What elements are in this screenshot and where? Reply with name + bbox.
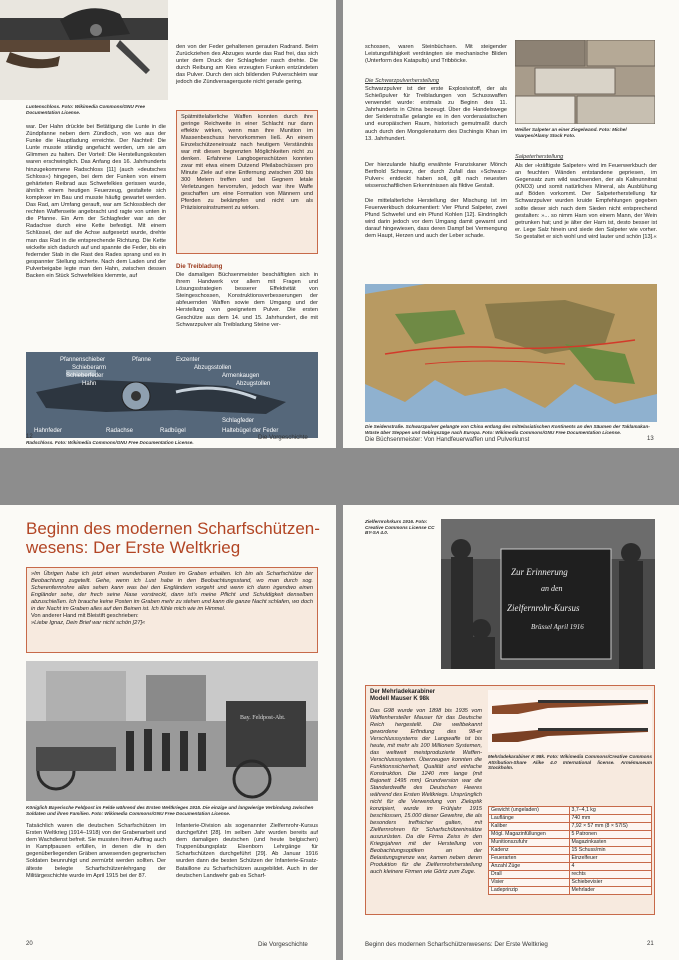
diagram-label: Armenkaugen bbox=[222, 373, 260, 379]
p13-column-1a-text: schossen, waren Steinbüchsen. Mit steigender Leistungsfähigkeit verdrängten sie mechanische Bliden (Unterform des Katapults) und Tribböcke. bbox=[365, 44, 507, 65]
sign-line-4: Brüssel April 1916 bbox=[531, 623, 584, 631]
running-head-p20: Die Vorgeschichte bbox=[258, 941, 308, 948]
salpeter-photo bbox=[515, 40, 655, 124]
diagram-label: Schieberarm bbox=[72, 365, 107, 371]
diagram-label: Abzugsstollen bbox=[194, 365, 232, 371]
running-head-p21: Beginn des modernen Scharfschützenwesens: Der Erste Weltkrieg bbox=[365, 941, 548, 948]
silk-road-map bbox=[365, 284, 657, 422]
spec-value: 3,7–4,1 kg bbox=[569, 807, 651, 815]
diagram-label: Abzugstollen bbox=[236, 381, 271, 387]
chapter-title-line-2: wesens: Der Erste Weltkrieg bbox=[26, 538, 241, 557]
spec-value: Schiebevisier bbox=[569, 879, 651, 887]
spec-value: 7,92 × 57 mm (8 × 57IS) bbox=[569, 823, 651, 831]
caption-zielfernrohrkurs: Zielfernrohrkurs 1916. Foto: Creative Commons License CC BY-SA 4.0. bbox=[365, 519, 435, 536]
quote-text: »Im Übrigen habe ich jetzt einen wunderbaren Posten im Graben erhalten. Ich bin als Scharfschütze der Beobachtung zugeteilt. Gehe, wenn ich Lust habe in den Beobachtungsstand, wo man durch sog. Scherenfernrohre alles sehen kann was bei den Engländern vorgeht und wenn ich dann irgendwo einen Engländer sehe, der frech seine Nase vorstreckt, dann ist's meine Pflicht und Schuldigkeit denselben abzuschießen. Ich brauche keine Posten im Graben mehr zu stehen und kann die ganze Nacht schlafen, wo doch in der Nacht im Graben alles auf den Beinen ist. Ich fühle mich wie im Himmel. bbox=[31, 571, 313, 612]
diagram-label: Schlagfeder bbox=[222, 418, 255, 424]
luntenschloss-photo bbox=[0, 0, 168, 100]
diagram-label: Hahnfeder bbox=[34, 428, 63, 434]
page-number-12: 12 bbox=[26, 434, 33, 440]
spec-value: Mehrlader bbox=[569, 887, 651, 895]
mauser-box-title-1: Der Mehrladekarabiner bbox=[370, 689, 436, 695]
p13-column-1c-text: Der hierzulande häufig erwähnte Franziskaner Mönch Berthold Schwarz, der durch Zufall das »Schwarz-Pulver« entdeckt haben soll, gilt nach neuesten wissenschaftlichen Erkenntnissen als fiktive Gestalt. bbox=[365, 162, 507, 190]
p12-heading-treibladung: Die Treibladung bbox=[176, 263, 223, 270]
table-row bbox=[489, 879, 652, 887]
mauser-box-title-2: Modell Mauser K 98k bbox=[370, 696, 430, 702]
diagram-label: Radachse bbox=[106, 428, 134, 434]
page-number-20: 20 bbox=[26, 941, 33, 947]
p12-sidebar-text: Spätmittelalterliche Waffen konnten durch ihre geringe Reichweite in einer Schlacht nur dann effektiv wirken, wenn man ihre Munition im Massenbeschuss hervorkommen ließ. An einem Einzelschützeneinsatz nach heutigem Verständnis war mit diesen begrenzten Möglichkeiten nicht zu denken. Erfahrene Langbogenschützen konnten zwar mit etwa einem Dutzend Pfeilabschüssen pro Minute Ziele auf eine Entfernung zwischen 200 bis 300 Metern treffen und bei Gegnern letale Verletzungen hervorrufen, jedoch war ihre Waffe geschaffen um eine Formation von Männern und Pferden zu bekämpfen und nicht um als Präzisionsinstrument zu wirken. bbox=[181, 114, 313, 211]
spec-label: Visier bbox=[489, 879, 570, 887]
spec-label: Mögl. Magazinfüllungen bbox=[489, 831, 570, 839]
table-row bbox=[489, 847, 652, 855]
diagram-label: Exzenter bbox=[176, 357, 200, 363]
table-row bbox=[489, 831, 652, 839]
spec-label: Drall bbox=[489, 871, 570, 879]
diagram-label: Pfannenschieber bbox=[60, 357, 106, 363]
diagram-label: Hahn bbox=[82, 381, 97, 387]
caption-k98k: Mehrladekarabiner K 98k. Foto: Wikimedia Commons/Creative Commons Attribution-Share Alike 4.0 International license. Armémuseum Stockholm. bbox=[488, 754, 652, 771]
spec-value: 15 Schuss/min bbox=[569, 847, 651, 855]
p13-heading-schwarzpulver: Die Schwarzpulverherstellung bbox=[365, 78, 439, 84]
spec-value: 5 Patronen bbox=[569, 831, 651, 839]
diagram-label: Radbügel bbox=[160, 428, 186, 434]
sign-line-2: an den bbox=[541, 584, 563, 593]
quote-attribution-2: »Liebe Ignaz, Dein Brief war nicht schön [27]« bbox=[31, 620, 146, 626]
spec-value: Einzelfeuer bbox=[569, 855, 651, 863]
running-head-p13: Die Büchsenmeister: Von Handfeuerwaffen und Pulverkunst bbox=[365, 436, 530, 443]
spec-label: Gewicht (ungeladen) bbox=[489, 807, 570, 815]
spec-value: rechts bbox=[569, 871, 651, 879]
k98k-rifle-photo bbox=[488, 690, 652, 752]
table-row bbox=[489, 815, 652, 823]
spec-value: 4 bbox=[569, 863, 651, 871]
chapter-title-line-1: Beginn des modernen Scharfschützen- bbox=[26, 519, 320, 538]
quote-box bbox=[26, 567, 318, 653]
spec-value: Magazinkasten bbox=[569, 839, 651, 847]
table-row bbox=[489, 871, 652, 879]
p12-column-2b-text: Die damaligen Büchsenmeister beschäftigten sich in ihrem Handwerk vor allem mit Fragen und Lösungsstrategien besserer Effektivität von Steingeschossen, Konstruktionsverbesserungen der abfeuernden Waffen sowie dem Umgang und der Herstellung von geeignetem Pulver. Die ersten Geschütze aus dem 14. und 15. Jahrhundert, die mit Schwarzpulver als Treibladung Steine ver- bbox=[176, 272, 318, 328]
mauser-box-text: Das G98 wurde von 1898 bis 1935 vom Waffenhersteller Mauser für das Deutsche Reich hergestellt. Die weltbekannt gewordene Erfindung des 98-er Verschlusssystems der Langwaffe ist bis heute, mit mehr als 100 Millionen Systemen, das weltweit meistproduzierte Waffen-Verschlusssystem. Überzeugen konnten die Funktionssicherheit, Qualität und einfache Konstruktion. Die 1240 mm lange (mit Bajonett 1495 mm) Grundversion war die Standardwaffe des Deutschen Heeres während des Ersten Weltkriegs. Ursprünglich nicht für die Verwendung von Zieloptik konzipiert, wurde im Frühjahr 1915 beschlossen, 15.000 dieser Gewehre, die als besonders treffsicher galten, mit Zielfernrohren für Scharfschützeninsätze auszurüsten. Da die Firma Zeiss in den Kriegsjahren mit der Herstellung von Beobachtungsoptiken an der Belastungsgrenze war, kamen neben deren Produktion für die Zielfernrohrherstellung auch kleinere Firmen wie Görtz zum Zuge. bbox=[370, 708, 482, 875]
spec-label: Kaliber bbox=[489, 823, 570, 831]
diagram-label: Haltebügel der Feder bbox=[222, 428, 279, 434]
p13-column-1d-text: Die mittelalterliche Herstellung der Mischung ist im Feuerwerkbuch dokumentiert: Vier Pfund Salpeter, zwei Pfund Schwefel und ein Pfund Kohlen [12]. Eindringlich wird darin jedoch vor dem Umgang damit gewarnt und darauf hingewiesen, dass deren Dampf bei Vermengung dem Haupt, Herzen und auch der Leber schade. bbox=[365, 198, 507, 240]
page-number-13: 13 bbox=[647, 436, 654, 442]
table-row bbox=[489, 839, 652, 847]
feldpost-wagon-sign: Bay. Feldpost-Abt. bbox=[240, 715, 286, 721]
page-number-21: 21 bbox=[647, 941, 654, 947]
radschloss-diagram bbox=[26, 352, 318, 438]
running-head-p12: Die Vorgeschichte bbox=[258, 434, 308, 441]
zielfernrohrkurs-photo bbox=[441, 519, 655, 669]
p12-column-2-text: den von der Feder gehaltenen gerauten Radrand. Beim Zurückziehen des Abzuges wurde das Rad frei, das sich unter dem Druck der Schlagfeder rasch drehte. Die durch Reibung am Kies erzeugten Funken entzündeten das Pulver. Durch den sich bildenden Pulverschleim war jedoch die Zündversagerquote nicht gerade gering. bbox=[176, 44, 318, 86]
page-20 bbox=[0, 505, 336, 960]
caption-radschloss: Radschloss. Foto: Wikimedia Commons/GNU Free Documentation License. bbox=[26, 440, 194, 445]
quote-attribution: Von anderer Hand mit Bleistift geschrieben: bbox=[31, 613, 139, 619]
diagram-label: Schieberfeder bbox=[66, 373, 104, 379]
table-row bbox=[489, 823, 652, 831]
page-12 bbox=[0, 0, 336, 448]
spec-label: Munitionszufuhr bbox=[489, 839, 570, 847]
page-21 bbox=[343, 505, 679, 960]
table-row bbox=[489, 863, 652, 871]
sign-line-1: Zur Erinnerung bbox=[511, 567, 568, 577]
mauser-info-box bbox=[365, 685, 655, 915]
p12-sidebar-box bbox=[176, 110, 318, 254]
sign-line-3: Zielfernrohr-Kursus bbox=[507, 603, 580, 613]
caption-luntenschloss: Luntenschloss. Foto: Wikimedia Commons/GNU Free Documentation License. bbox=[26, 104, 145, 115]
spec-label: Anzahl Züge bbox=[489, 863, 570, 871]
p13-column-2-text: Als der »kräftigste Salpeter« wird im Feuerwerkbuch der an feuchten Wänden entstandene gepriesen, im Gegensatz zum wild wachsenden, der als Kalinunnitrat (KNO3) und somit natürliches Mineral, als Ausblühung auf Böden vorkommt. Der Salpeterherstellung für Schwarzpulver wurden kruide Empfehlungen gegeben sollte dieser sich nach dem Sieden nicht entsprechend gestalten: »... so nimm Harn von einem Mann, der Wein getrunken hat; und je älter der Harn ist, desto besser ist er. Lege Salz hinein und siede den Salpeter wie vorher. So gestaltet er sich wohl und wird lauter und schön [13].« bbox=[515, 163, 657, 240]
p12-column-1-text: war. Der Hahn drückte bei Betätigung die Lunte in die Zündpfanne neben dem Zündloch, von wo aus der Funke die Hauptladung erreichte. Der Nachteil: Die Lunte musste ständig angefacht werden, um sie am Glimmen zu halten. Der Vorteil: Die Herstellungskosten waren erschwinglich. Das Anfang des 16. Jahrhunderts hinzugekommene Radschloss [11] (auch »deutsches Schloss«) hingegen, bei dem der Funken von einem gehärteten Reibrad aus Schwefelkies gerissen wurde, ähnlich einem heutigen Feuerzeug, gestaltete sich komplexer im Bau und musste häufig gewartet werden. Das Rad, am Umfang gerauft, war am Schlossblech der rechten Waffenseite angebracht und ragte von unten in die Pfanne. Ein Arm der Schlagfeder war an der Radachse durch eine Kette befestigt. Mit einem Schlüssel, der auf die Achse aufgesetzt wurde, drehte man das Rad in die entsprechende Richtung. Die Kette wickelte sich dadurch auf und spannte die Feder, bis ein federnder Stab in die Rast des Rades sprang und es in gespannter Stellung sicherte. Nach dem Laden und der Pulverbeigabe legte man den Hahn, zwischen dessen Backen ein Stück Schwefelkies klemmte, auf bbox=[26, 124, 166, 279]
mauser-spec-table bbox=[488, 806, 652, 895]
p13-column-1b-text: Schwarzpulver ist der erste Explosivstoff, der als Schießpulver für Treibladungen von Schusswaffen verwendet wurde: erstmals zu Beginn des 11. Jahrhunderts in China bezeugt. Über die Handelswege der Seidenstraße gelangte es in den vorderasiatischen und europäischen Raum, historisch gemutmaßt durch auch durch den Mongolensturm des Dschingis Khan im 13. Jahrhundert. bbox=[365, 86, 507, 142]
diagram-label: Pfanne bbox=[132, 357, 152, 363]
spec-label: Kadenz bbox=[489, 847, 570, 855]
feldpost-photo bbox=[26, 661, 318, 801]
table-row bbox=[489, 855, 652, 863]
table-row bbox=[489, 807, 652, 815]
table-row bbox=[489, 887, 652, 895]
page-13 bbox=[343, 0, 679, 448]
spec-label: Ladeprinzip bbox=[489, 887, 570, 895]
caption-silk-road: Die Seidenstraße. Schwarzpulver gelangte von China entlang des mittelasiatischen Kontinents an den Säumen der Taklamakan-Wüste über Steppen und Gebirgszüge nach Europa. Foto: Wikimedia Commons/GNU Free Documentation License. bbox=[365, 424, 650, 435]
caption-feldpost: Königlich Bayerische Feldpost im Felde während des Ersten Weltkrieges 1915. Die einzige und langwierige Verbindung zwischen Soldaten und ihren Familien. Foto: Wikimedia Commons/GNU Free Documentation License. bbox=[26, 805, 314, 816]
spec-value: 740 mm bbox=[569, 815, 651, 823]
p13-heading-salpeter: Salpeterherstellung bbox=[515, 154, 564, 160]
spec-label: Feuerarten bbox=[489, 855, 570, 863]
p20-column-1-text: Tatsächlich waren die deutschen Scharfschützen im Ersten Weltkrieg (1914–1918) von der Grabenarbeit und dem Wachdienst befreit. Sie mussten ihren Auftrag auch in Kampfpausen erfüllen, in denen die in den gegenüberliegenden Gräben anwesenden gegnerischen Soldaten beunruhigt und zermürbt werden sollten. Der älteste belegte Scharfschützenlehrgang der Militärgeschichte wurde im April 1915 bei der 87. bbox=[26, 823, 166, 879]
spec-label: Lauflänge bbox=[489, 815, 570, 823]
p20-column-2-text: Infanterie-Division als sogenannter Zielfernrohr-Kursus durchgeführt [28]. Im selben Jahr wurden bereits auf dem damaligen deutschen (und heute belgischen) Truppenübungsplatz Elsenborn Lehrgänge für Scharfschützen durchgeführt [29]. Ab Januar 1916 wurden dann die besten Schützen der Infanterie-Ersatz-Bataillone zu Scharfschützen ausgebildet. Auch in der deutschen Landwehr gab es Scharf- bbox=[176, 823, 318, 879]
caption-salpeter: Weißer Salpeter an einer Ziegelwand. Foto: Michel Vaarpes/Alamy Stock Foto. bbox=[515, 127, 627, 138]
